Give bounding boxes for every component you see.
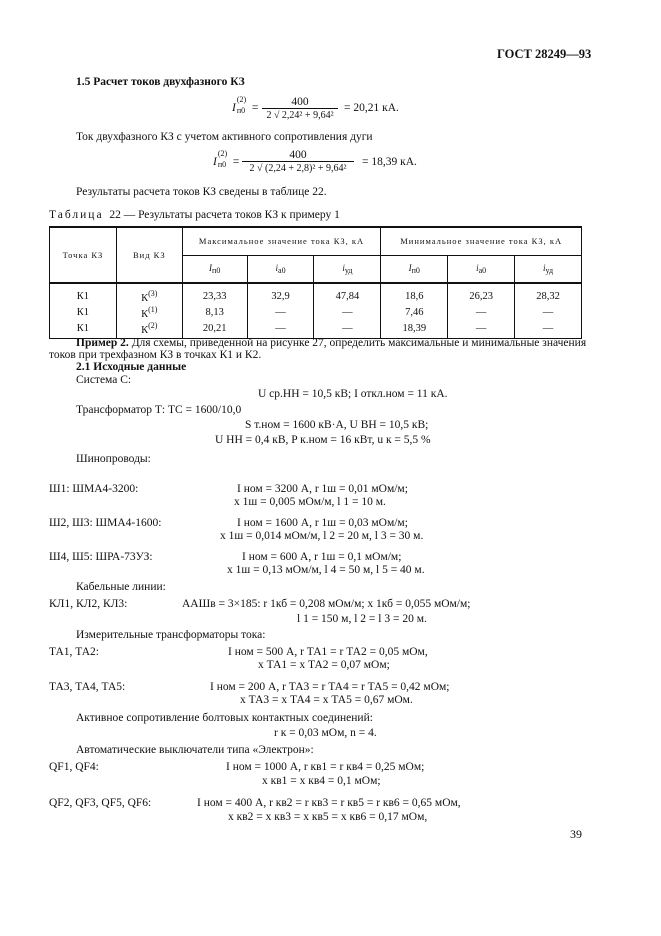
- busbars-label: Шинопроводы:: [76, 453, 151, 465]
- qf2356-eq-2: x кв2 = x кв3 = x кв5 = x кв6 = 0,17 мОм,: [228, 811, 428, 823]
- page-number: 39: [570, 827, 582, 841]
- cell-value: —: [314, 320, 381, 339]
- cables-kl-label: КЛ1, КЛ2, КЛ3:: [49, 598, 128, 610]
- cell-value: 18,39: [381, 320, 448, 339]
- busbar-sh45-label: Ш4, Ш5: ШРА-73УЗ:: [49, 551, 153, 563]
- ta345-label: ТА3, ТА4, ТА5:: [49, 681, 126, 693]
- cell-value: 8,13: [182, 304, 247, 320]
- cell-value: 32,9: [247, 283, 314, 304]
- cell-value: 28,32: [515, 283, 582, 304]
- system-label: Система С:: [76, 374, 132, 386]
- busbar-sh23-label: Ш2, Ш3: ШМА4-1600:: [49, 517, 162, 529]
- header-min-group: Минимальное значение тока КЗ, кА: [381, 227, 582, 255]
- transformer-equation-1: S т.ном = 1600 кВ·А, U ВН = 10,5 кВ;: [245, 419, 429, 431]
- paragraph-results: Результаты расчета токов КЗ сведены в таблице 22.: [76, 186, 327, 198]
- table-row: [50, 304, 582, 320]
- formula-1-lhs: I (2) п0 =: [232, 95, 259, 115]
- ta345-eq-1: I ном = 200 А, r ТА3 = r ТА4 = r ТА5 = 0,42 мОм;: [210, 681, 450, 693]
- table-row: [50, 283, 582, 304]
- header-type: Вид КЗ: [116, 227, 182, 283]
- cables-label: Кабельные линии:: [76, 581, 166, 593]
- section-title: 1.5 Расчет токов двухфазного КЗ: [76, 76, 245, 88]
- cell-type: $К^{(1)}$: [116, 304, 182, 320]
- breakers-label: Автоматические выключатели типа «Электрон»:: [76, 744, 314, 756]
- qf14-label: QF1, QF4:: [49, 761, 99, 773]
- subheader-min-iud: $i_{уд}$: [515, 255, 582, 283]
- qf2356-label: QF2, QF3, QF5, QF6:: [49, 797, 152, 809]
- formula-2-denominator: 2 √ (2,24 + 2,8)² + 9,64²: [249, 163, 347, 174]
- cell-value: 7,46: [381, 304, 448, 320]
- formula-2-result: = 18,39 кА.: [362, 156, 417, 168]
- busbar-sh45-eq-2: x 1ш = 0,13 мОм/м, l 4 = 50 м, l 5 = 40 м.: [227, 564, 425, 576]
- header-point: Точка КЗ: [50, 227, 117, 283]
- busbar-sh1-label: Ш1: ШМА4-3200:: [49, 483, 139, 495]
- subheader-max-iud: $i_{уд}$: [314, 255, 381, 283]
- ta345-eq-2: x ТА3 = x ТА4 = x ТА5 = 0,67 мОм.: [240, 694, 413, 706]
- qf14-eq-1: I ном = 1000 А, r кв1 = r кв4 = 0,25 мОм;: [226, 761, 425, 773]
- busbar-sh1-eq-2: x 1ш = 0,005 мОм/м, l 1 = 10 м.: [234, 496, 386, 508]
- transformer-label: Трансформатор Т: ТС = 1600/10,0: [76, 404, 242, 416]
- cell-value: —: [448, 304, 515, 320]
- formula-1-fraction: [262, 96, 338, 121]
- formula-1-denominator: 2 √ 2,24² + 9,64²: [266, 110, 334, 121]
- cell-type: $К^{(3)}$: [116, 283, 182, 304]
- busbar-sh23-eq-1: I ном = 1600 А, r 1ш = 0,03 мОм/м;: [237, 517, 408, 529]
- subheader-min-ia0: $i_{а0}$: [448, 255, 515, 283]
- cell-point: К1: [50, 304, 117, 320]
- cell-value: 23,33: [182, 283, 247, 304]
- qf14-eq-2: x кв1 = x кв4 = 0,1 мОм;: [262, 775, 381, 787]
- results-table: [49, 226, 582, 339]
- cables-kl-eq-2: l 1 = 150 м, l 2 = l 3 = 20 м.: [297, 613, 427, 625]
- busbar-sh45-eq-1: I ном = 600 А, r 1ш = 0,1 мОм/м;: [242, 551, 402, 563]
- cell-value: 18,6: [381, 283, 448, 304]
- cell-value: —: [515, 304, 582, 320]
- contacts-label: Активное сопротивление болтовых контактных соединений:: [76, 712, 373, 724]
- formula-2-fraction: [242, 149, 354, 174]
- system-equation: U ср.НН = 10,5 кВ; I откл.ном = 11 кА.: [258, 388, 448, 400]
- table-row: [50, 320, 582, 339]
- subsection-title: 2.1 Исходные данные: [76, 361, 187, 373]
- qf2356-eq-1: I ном = 400 А, r кв2 = r кв3 = r кв5 = r кв6 = 0,65 мОм,: [197, 797, 461, 809]
- cell-value: —: [314, 304, 381, 320]
- formula-2-numerator: 400: [289, 149, 307, 161]
- example-2-line-1: Пример 2. Для схемы, приведенной на рисунке 27, определить максимальные и минимальные значения: [76, 337, 587, 349]
- cell-point: К1: [50, 283, 117, 304]
- cell-type: $К^{(2)}$: [116, 320, 182, 339]
- subheader-min-ip0: $I_{п0}$: [381, 255, 448, 283]
- cell-value: —: [247, 320, 314, 339]
- header-max-group: Максимальное значение тока КЗ, кА: [182, 227, 381, 255]
- ta12-label: ТА1, ТА2:: [49, 646, 99, 658]
- ta12-eq-2: x ТА1 = x ТА2 = 0,07 мОм;: [258, 659, 390, 671]
- subheader-max-ip0: $I_{п0}$: [182, 255, 247, 283]
- formula-1-result: = 20,21 кА.: [344, 102, 399, 114]
- formula-2-lhs: I (2) п0 =: [213, 149, 240, 169]
- cell-value: 47,84: [314, 283, 381, 304]
- busbar-sh23-eq-2: x 1ш = 0,014 мОм/м, l 2 = 20 м, l 3 = 30 м.: [220, 530, 424, 542]
- example-2-line-2: токов при трехфазном КЗ в точках К1 и К2.: [49, 349, 262, 361]
- cell-value: —: [247, 304, 314, 320]
- cell-value: 20,21: [182, 320, 247, 339]
- transformer-equation-2: U НН = 0,4 кВ, P к.ном = 16 кВт, u к = 5,5 %: [215, 434, 431, 446]
- ta12-eq-1: I ном = 500 А, r ТА1 = r ТА2 = 0,05 мОм,: [228, 646, 428, 658]
- cell-value: —: [448, 320, 515, 339]
- current-transformers-label: Измерительные трансформаторы тока:: [76, 629, 266, 641]
- contacts-equation: r к = 0,03 мОм, n = 4.: [274, 727, 377, 739]
- busbar-sh1-eq-1: I ном = 3200 А, r 1ш = 0,01 мОм/м;: [237, 483, 408, 495]
- paragraph-arc-resistance: Ток двухфазного КЗ с учетом активного сопротивления дуги: [76, 131, 373, 143]
- document-header: ГОСТ 28249—93: [497, 47, 592, 61]
- cables-kl-eq-1: ААШв = 3×185: r 1кб = 0,208 мОм/м; x 1кб = 0,055 мОм/м;: [182, 598, 471, 610]
- cell-point: К1: [50, 320, 117, 339]
- cell-value: 26,23: [448, 283, 515, 304]
- subheader-max-ia0: $i_{а0}$: [247, 255, 314, 283]
- table-caption: Таблица 22 — Результаты расчета токов КЗ к примеру 1: [49, 209, 340, 221]
- cell-value: —: [515, 320, 582, 339]
- formula-1-numerator: 400: [291, 96, 309, 108]
